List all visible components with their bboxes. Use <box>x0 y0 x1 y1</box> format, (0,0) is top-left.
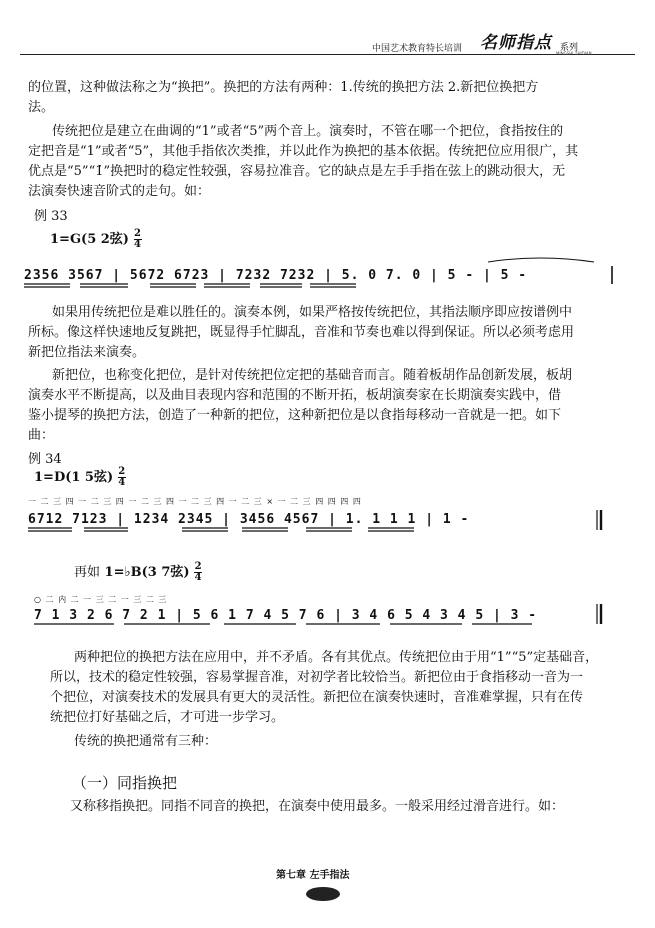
jianpu-notation: 6712 7123 | 1234 2345 | 3456 4567 | 1. 1 1 1 | 1 - <box>28 512 470 527</box>
page-number-marker <box>306 887 340 901</box>
paragraph-line: 传统把位是建立在曲调的“1”或者“5”两个音上。演奏时，不管在哪一个把位，食指按住的 <box>52 124 564 139</box>
jianpu-notation: 7 1 3 2 6 7 2 1 | 5 6 1 7 4 5 7 6 | 3 4 6 5 4 3 4 5 | 3 - <box>34 608 538 623</box>
header-brand-logo: 名师指点 <box>480 33 552 53</box>
paragraph-line: 所标。像这样快速地反复跳把，既显得手忙脚乱，音准和节奏也难以得到保证。所以必须考虑用 <box>28 325 575 340</box>
fingering-marks: 一 二 三 四 一 二 三 四 一 二 三 四 一 二 三 四 一 二 三 × 一 二 三 四 四 四 四 <box>28 497 362 506</box>
example-label: 例 34 <box>28 452 62 467</box>
time-signature: $\frac{2}{4}$ <box>134 228 141 250</box>
paragraph-line: 两种把位的换把方法在应用中，并不矛盾。各有其优点。传统把位由于用“1”“5”定基础音， <box>74 650 599 665</box>
paragraph-line: 法演奏快速音阶式的走句。如： <box>28 184 211 199</box>
paragraph-line: 的位置，这种做法称之为“换把”。换把的方法有两种：1.传统的换把方法 2.新把位换把方 <box>28 80 539 95</box>
paragraph-line: 统把位打好基础之后，才可进一步学习。 <box>50 710 285 725</box>
paragraph-line: 鉴小提琴的换把方法，创造了一种新的把位，这种新把位是以食指每移动一音就是一把。如下 <box>28 408 562 423</box>
example-key: 1=G(5 2弦) $\frac{2}{4}$ <box>50 228 141 250</box>
paragraph-line: 定把音是“1”或者“5”，其他手指依次类推，并以此作为换把的基本依据。传统把位应用很广，其 <box>28 144 579 159</box>
section-heading: （一）同指换把 <box>72 774 178 792</box>
fingering-marks: ○ 二 内 二 一 三 二 一 三 二 三 <box>34 595 168 604</box>
example-key: 再如 1=♭B(3 7弦) $\frac{2}{4}$ <box>74 561 202 583</box>
header-brand-suffix: 系列 <box>560 43 579 53</box>
footer-chapter: 第七章 左手指法 <box>276 870 350 881</box>
paragraph-line: 如果用传统把位是难以胜任的。演奏本例，如果严格按传统把位，其指法顺序即应按谱例中 <box>52 305 573 320</box>
paragraph-line: 法。 <box>28 100 55 115</box>
paragraph-line: 个把位，对演奏技术的发展具有更大的灵活性。新把位在演奏快速时，音准难掌握，只有在传 <box>50 690 584 705</box>
time-signature: $\frac{2}{4}$ <box>118 466 126 488</box>
paragraph-line: 优点是“5”“1̇”换把时的稳定性较强，容易拉准音。它的缺点是左手手指在弦上的跳动很大，无 <box>28 164 566 179</box>
header-series: 中国艺术教育特长培训 <box>372 44 463 54</box>
paragraph-line: 传统的换把通常有三种： <box>74 734 218 749</box>
paragraph-line: 又称移指换把。同指不同音的换把，在演奏中使用最多。一般采用经过滑音进行。如： <box>70 799 565 814</box>
paragraph-line: 演奏水平不断提高，以及曲目表现内容和范围的不断开拓，板胡演奏家在长期演奏实践中，借 <box>28 388 562 403</box>
paragraph-line: 新把位指法来演奏。 <box>28 345 146 360</box>
paragraph-line: 新把位，也称变化把位，是针对传统把位定把的基础音而言。随着板胡作品创新发展，板胡 <box>52 368 573 383</box>
example-label: 例 33 <box>34 209 68 224</box>
paragraph-line: 曲： <box>28 428 55 443</box>
time-signature: $\frac{2}{4}$ <box>194 561 202 583</box>
paragraph-line: 所以，技术的稳定性较强，容易掌握音准，对初学者比较恰当。新把位由于食指移动一音为一 <box>50 670 584 685</box>
jianpu-notation: 2356 3567 | 5672 6723 | 7232 7232 | 5. 0 7. 0 | 5 - | 5 - <box>24 268 528 283</box>
example-key: 1=D(1 5弦) $\frac{2}{4}$ <box>34 466 126 488</box>
header-brand-tagline: MINGSHI ZHIDIAN <box>556 51 592 56</box>
